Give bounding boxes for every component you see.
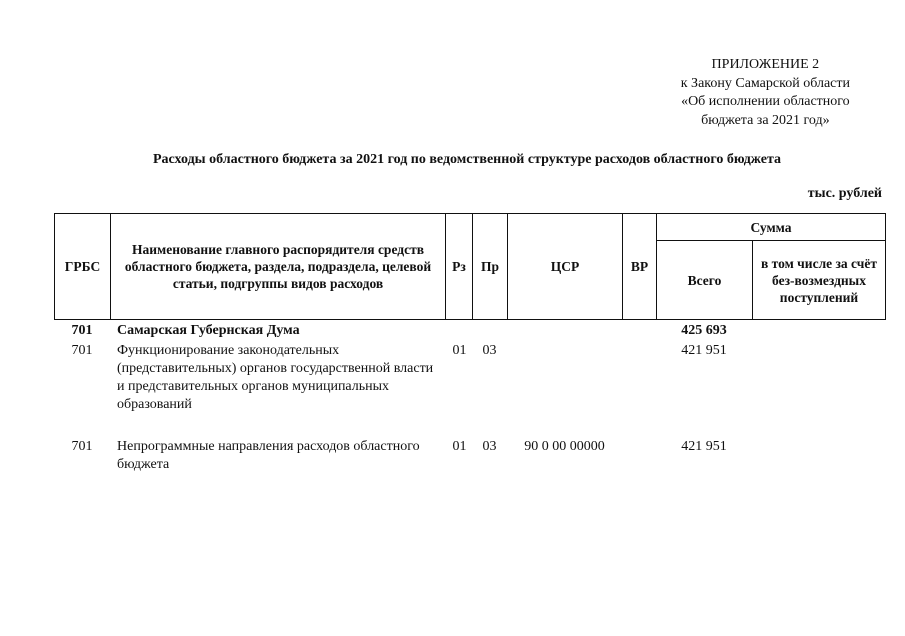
cell-grbs: 701 xyxy=(71,439,93,454)
header-total: Всего xyxy=(657,241,753,320)
document-title: Расходы областного бюджета за 2021 год по ведомственной структуре расходов областного бюджета xyxy=(152,152,782,167)
cell-grbs: 701 xyxy=(71,323,93,338)
appendix-number: ПРИЛОЖЕНИЕ 2 xyxy=(711,57,820,72)
header-sum: Сумма xyxy=(657,214,886,241)
header-csr: ЦСР xyxy=(508,214,623,320)
cell-name: Непрограммные направления расходов областного бюджета xyxy=(117,439,420,472)
header-pr: Пр xyxy=(473,214,508,320)
cell-rz: 01 xyxy=(452,343,467,358)
cell-pr: 03 xyxy=(482,439,497,454)
cell-total: 421 951 xyxy=(681,343,727,358)
cell-name: Самарская Губернская Дума xyxy=(117,323,300,338)
cell-grbs: 701 xyxy=(71,343,93,358)
appendix-law-title-1: «Об исполнении областного xyxy=(681,94,850,109)
header-nonrepayable: в том числе за счёт без-возмездных поступлений xyxy=(753,241,886,320)
header-rz: Рз xyxy=(446,214,473,320)
header-vr: ВР xyxy=(623,214,657,320)
budget-table-body xyxy=(54,322,885,474)
appendix-law-title-2: бюджета за 2021 год» xyxy=(701,112,830,128)
table-row xyxy=(54,438,885,474)
table-row xyxy=(54,342,885,414)
header-name: Наименование главного распорядителя средств областного бюджета, раздела, подраздела, целевой статьи, подгруппы видов расходов xyxy=(111,214,446,320)
cell-total: 421 951 xyxy=(681,439,727,454)
cell-total: 425 693 xyxy=(681,323,727,338)
cell-name: Функционирование законодательных (представительных) органов государственной власти и представительных органов муниципальных образований xyxy=(117,343,434,412)
appendix-law-ref: к Закону Самарской области xyxy=(680,75,850,91)
header-grbs: ГРБС xyxy=(55,214,111,320)
units-label: тыс. рублей xyxy=(807,186,882,201)
budget-table-header xyxy=(54,213,886,320)
appendix-block xyxy=(681,56,850,130)
cell-pr: 03 xyxy=(482,343,497,358)
cell-rz: 01 xyxy=(452,439,467,454)
table-row xyxy=(54,322,885,340)
cell-csr: 90 0 00 00000 xyxy=(524,439,605,454)
